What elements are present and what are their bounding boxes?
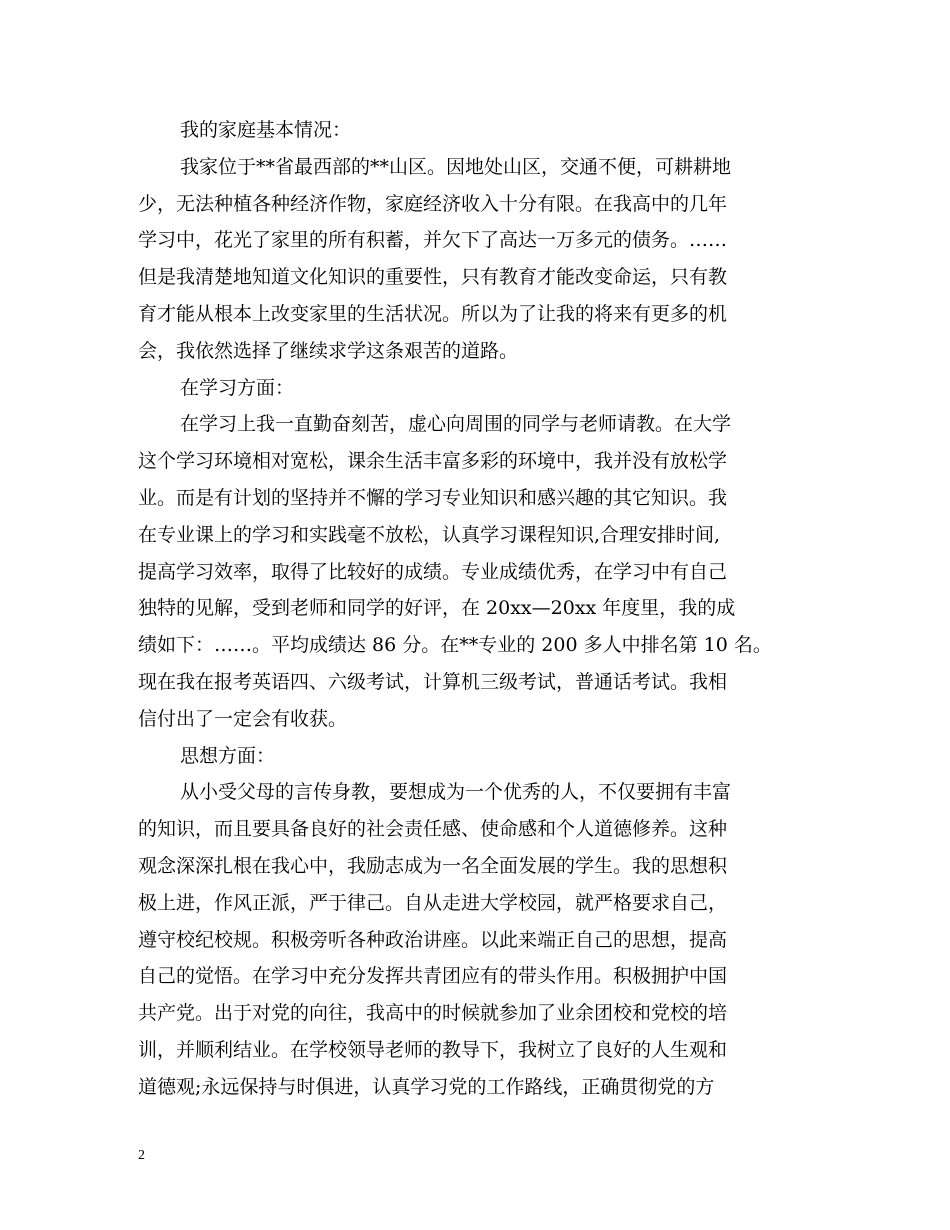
text-line: 遵守校纪校规。积极旁听各种政治讲座。以此来端正自己的思想，提高 [138,928,728,951]
text-line: 这个学习环境相对宽松，课余生活丰富多彩的环境中，我并没有放松学 [138,450,728,473]
text-line: 少，无法种植各种经济作物，家庭经济收入十分有限。在我高中的几年 [138,192,728,215]
text-line: 但是我清楚地知道文化知识的重要性，只有教育才能改变命运，只有教 [138,266,728,289]
page-number: 2 [138,1148,145,1163]
text-line: 道德观;永远保持与时俱进，认真学习党的工作路线，正确贯彻党的方 [138,1075,715,1098]
text-line: 现在我在报考英语四、六级考试，计算机三级考试，普通话考试。我相 [138,670,728,693]
text-line: 共产党。出于对党的向往，我高中的时候就参加了业余团校和党校的培 [138,1002,728,1025]
document-body [138,112,828,1106]
text-line: 自己的觉悟。在学习中充分发挥共青团应有的带头作用。积极拥护中国 [138,965,728,988]
text-line: 育才能从根本上改变家里的生活状况。所以为了让我的将来有更多的机 [138,302,728,325]
text-line: 信付出了一定会有收获。 [138,707,348,730]
text-line: 在学习上我一直勤奋刻苦，虚心向周围的同学与老师请教。在大学 [180,413,732,436]
section-heading-family: 我的家庭基本情况： [180,119,352,141]
text-line: 在专业课上的学习和实践毫不放松，认真学习课程知识,合理安排时间, [138,523,721,546]
text-line: 提高学习效率，取得了比较好的成绩。专业成绩优秀，在学习中有自己 [138,560,728,583]
text-line: 训，并顺利结业。在学校领导老师的教导下，我树立了良好的人生观和 [138,1038,728,1061]
text-line: 会，我依然选择了继续求学这条艰苦的道路。 [138,339,519,362]
text-line: 业。而是有计划的坚持并不懈的学习专业知识和感兴趣的其它知识。我 [138,486,728,509]
text-line: 从小受父母的言传身教，要想成为一个优秀的人，不仅要拥有丰富 [180,781,732,804]
text-line: 我家位于**省最西部的**山区。因地处山区，交通不便，可耕耕地 [180,155,732,178]
text-line: 极上进，作风正派，严于律己。自从走进大学校园，就严格要求自己， [138,891,728,914]
section-heading-study: 在学习方面： [180,376,295,399]
text-line: 观念深深扎根在我心中，我励志成为一名全面发展的学生。我的思想积 [138,854,728,877]
text-line: 独特的见解，受到老师和同学的好评，在 20xx—20xx 年度里，我的成 [138,597,736,620]
section-heading-thought: 思想方面： [180,744,276,767]
text-line: 的知识，而且要具备良好的社会责任感、使命感和个人道德修养。这种 [138,818,728,841]
text-line: 学习中，花光了家里的所有积蓄，并欠下了高达一万多元的债务。…… [138,229,728,252]
text-line: 绩如下：……。平均成绩达 86 分。在**专业的 200 多人中排名第 10 名。 [138,634,772,657]
